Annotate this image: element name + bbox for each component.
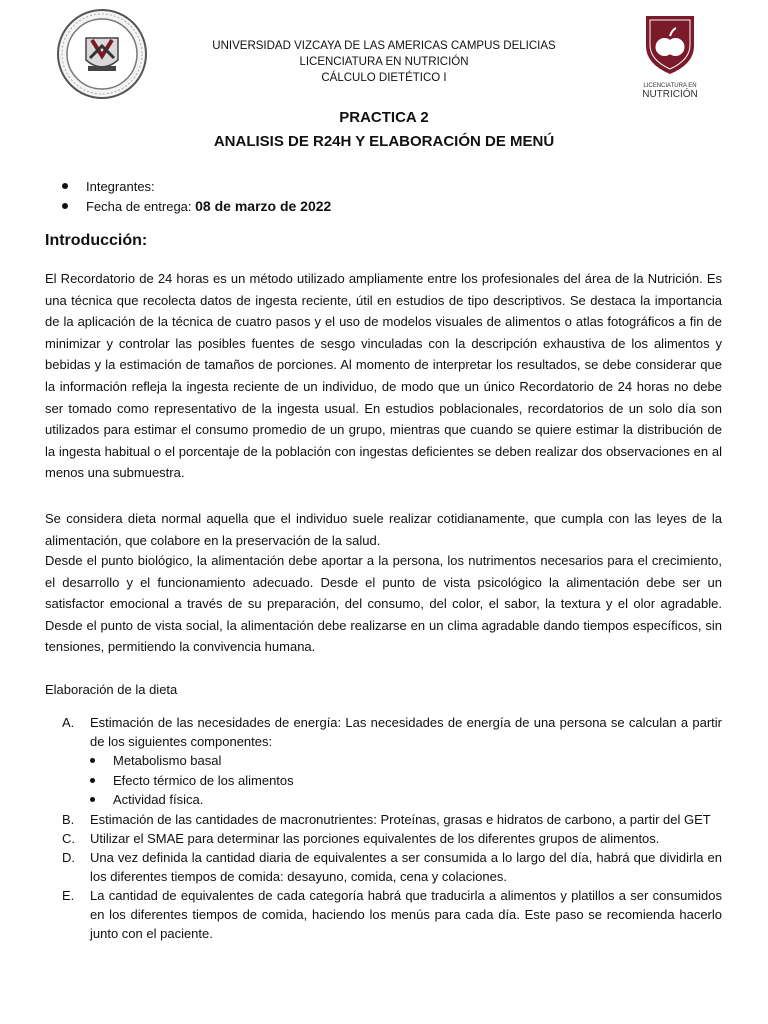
practice-title: ANALISIS DE R24H Y ELABORACIÓN DE MENÚ (213, 133, 555, 150)
list-text: La cantidad de equivalentes de cada categoría habrá que traducirla a alimentos y platillos a ser consumidos en los diferentes tiempos de comida, haciendo los menús para cada día. Este paso se recomienda hacerlo junto con el paciente. (90, 887, 722, 941)
sub-list-item (90, 751, 722, 771)
list-item (62, 713, 722, 751)
bullet-icon (90, 797, 95, 802)
list-item (62, 196, 331, 216)
elaboration-heading: Elaboración de la dieta (45, 682, 178, 697)
due-date-value: 08 de marzo de 2022 (195, 198, 332, 214)
list-item (62, 810, 722, 829)
sub-list (90, 751, 722, 810)
list-letter: D. (62, 849, 75, 865)
info-list (62, 176, 331, 216)
list-text: Utilizar el SMAE para determinar las porciones equivalentes de los diferentes grupos de alimentos. (90, 830, 660, 846)
members-label: Integrantes: (86, 178, 155, 194)
course-name: CÁLCULO DIETÉTICO I (321, 72, 447, 84)
list-text: Una vez definida la cantidad diaria de equivalentes a ser consumida a lo largo del día, habrá que dividirla en los diferentes tiempos de comida: desayuno, comida, cena y colaciones. (90, 849, 722, 884)
list-item (62, 829, 722, 848)
program-name: LICENCIATURA EN NUTRICIÓN (299, 56, 469, 68)
practice-number: PRACTICA 2 (339, 109, 429, 126)
list-text: Estimación de las necesidades de energía: Las necesidades de energía de una persona se calculan a partir de los siguientes componentes: (90, 715, 722, 749)
list-letter: A. (62, 715, 75, 730)
sub-list-text: Metabolismo basal (113, 753, 222, 769)
elaboration-steps-list (62, 713, 722, 943)
list-item (62, 176, 331, 196)
university-name: UNIVERSIDAD VIZCAYA DE LAS AMERICAS CAMPUS DELICIAS (212, 40, 556, 52)
bullet-icon (62, 203, 68, 209)
list-item (62, 886, 722, 943)
institution-header (180, 38, 588, 86)
list-letter: B. (62, 811, 75, 827)
sub-list-text: Efecto térmico de los alimentos (113, 772, 294, 788)
logo-label-small: LICENCIATURA EN (643, 83, 697, 89)
list-letter: C. (62, 830, 75, 846)
due-date-label: Fecha de entrega: (86, 198, 196, 214)
intro-paragraph-1: El Recordatorio de 24 horas es un método utilizado ampliamente entre los profesionales del área de la Nutrición. Es una técnica que recolecta datos de ingesta reciente, útil en estudios de tipo descriptivos. Se destaca la importancia de la aplicación de la técnica de cuatro pasos y el uso de modelos visuales de alimentos o atlas fotográficos a fin de minimizar y controlar las posibles fuentes de sesgo vinculadas con la descripción exhaustiva de los alimentos y bebidas y la estimación de tamaños de porciones. Al momento de interpretar los resultados, se debe considerar que la información refleja la ingesta reciente de un individuo, de modo que un único Recordatorio de 24 horas no debe ser tomado como representativo de la ingesta usual. En estudios poblacionales, recordatorios de un solo día son utilizados para estimar el consumo promedio de un grupo, mientras que cuando se quiere estimar la distribución de la ingesta habitual o el porcentaje de la población con ingestas deficientes se deben realizar dos observaciones en al menos una submuestra. (45, 271, 722, 481)
list-letter: E. (62, 887, 75, 903)
intro-paragraph-3: Desde el punto biológico, la alimentación debe aportar a la persona, los nutrimentos necesarios para el crecimiento, el desarrollo y el funcionamiento adecuado. Desde el punto de vista psicológico la alimentación debe ser un satisfactor emocional a través de su preparación, del consumo, del color, el sabor, la textura y el olor agradable. Desde el punto de vista social, la alimentación debe realizarse en un clima agradable dando tiempos específicos, sin tensiones, permitiendo la convivencia humana. (45, 553, 722, 655)
bullet-icon (62, 183, 68, 189)
document-title (0, 107, 768, 153)
intro-paragraph-2: Se considera dieta normal aquella que el individuo suele realizar cotidianamente, que cumpla con las leyes de la alimentación, que colabore en la preservación de la salud. (45, 511, 722, 548)
university-seal-logo (56, 8, 148, 100)
sub-list-item (90, 790, 722, 810)
logo-label-large: NUTRICIÓN (642, 89, 698, 100)
bullet-icon (90, 758, 95, 763)
bullet-icon (90, 778, 95, 783)
sub-list-text: Actividad física. (113, 792, 204, 808)
nutrition-program-logo (632, 12, 708, 100)
intro-heading: Introducción: (45, 232, 148, 249)
sub-list-item (90, 771, 722, 791)
list-item (62, 848, 722, 886)
list-text: Estimación de las cantidades de macronutrientes: Proteínas, grasas e hidratos de carbono, a partir del GET (90, 811, 711, 827)
